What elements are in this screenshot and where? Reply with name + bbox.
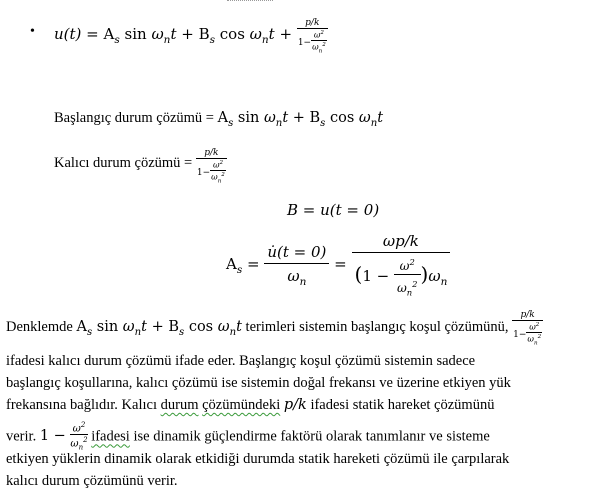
- steady-fraction: p/k 1− $\frac{\omega^2}{\omega_n^2}$: [297, 18, 326, 54]
- equation-As: $A_s$ = $\frac{u̇(t = 0)}{\omega_n}$ = ωp/k (1 − $\frac{\omega^2}{\omega_n^2}$ )$\omega_n$: [226, 232, 450, 298]
- paragraph-line-2: ifadesi kalıcı durum çözümü ifade eder. Başlangıç koşul çözümü sistemin sadece: [6, 353, 476, 369]
- paragraph-line-5: verir. 1 − $\frac{\omega^2}{\omega_n^2}$ ifadesi ise dinamik güçlendirme faktörü olarak tanımlanır ve sisteme: [6, 421, 490, 452]
- paragraph-line-4: frekansına bağlıdır. Kalıcı durum çözümündeki p/k ifadesi statik hareket çözümünü: [6, 397, 495, 413]
- paragraph-line-1: Denklemde $A_s$ $\sin \omega_nt + B_s$ $\cos \omega_nt$ terimleri sistemin başlangıç koşul çözümünü, p/k 1− $\frac{\omega^2}{\omega_n^2}$: [6, 310, 542, 346]
- paragraph-line-3: başlangıç koşullarına, kalıcı çözümü ise sistemin doğal frekansı ve üzerine etkiyen yük: [6, 375, 511, 391]
- steady-solution-line: Kalıcı durum çözümü = p/k 1− $\frac{\omega^2}{\omega_n^2}$: [54, 148, 225, 184]
- bullet: •: [30, 24, 35, 39]
- paragraph-line-7: kalıcı durum çözümünü verir.: [6, 473, 178, 489]
- equation-displacement: $u(t) = A_s$ $\sin \omega_nt + B_s$ $\cos \omega_nt$ + p/k 1− $\frac{\omega^2}{\omega_n^2}$: [54, 18, 326, 54]
- initial-solution-line: Başlangıç durum çözümü = $A_s$ $\sin \omega_nt + B_s$ $\cos \omega_nt$: [54, 110, 384, 129]
- top-dotted-rule: [227, 0, 273, 1]
- paragraph-line-6: etkiyen yüklerin dinamik olarak etkidiği durumda statik hareketi çözümü ile çarpılarak: [6, 451, 510, 467]
- equation-B: B = u(t = 0): [287, 201, 380, 219]
